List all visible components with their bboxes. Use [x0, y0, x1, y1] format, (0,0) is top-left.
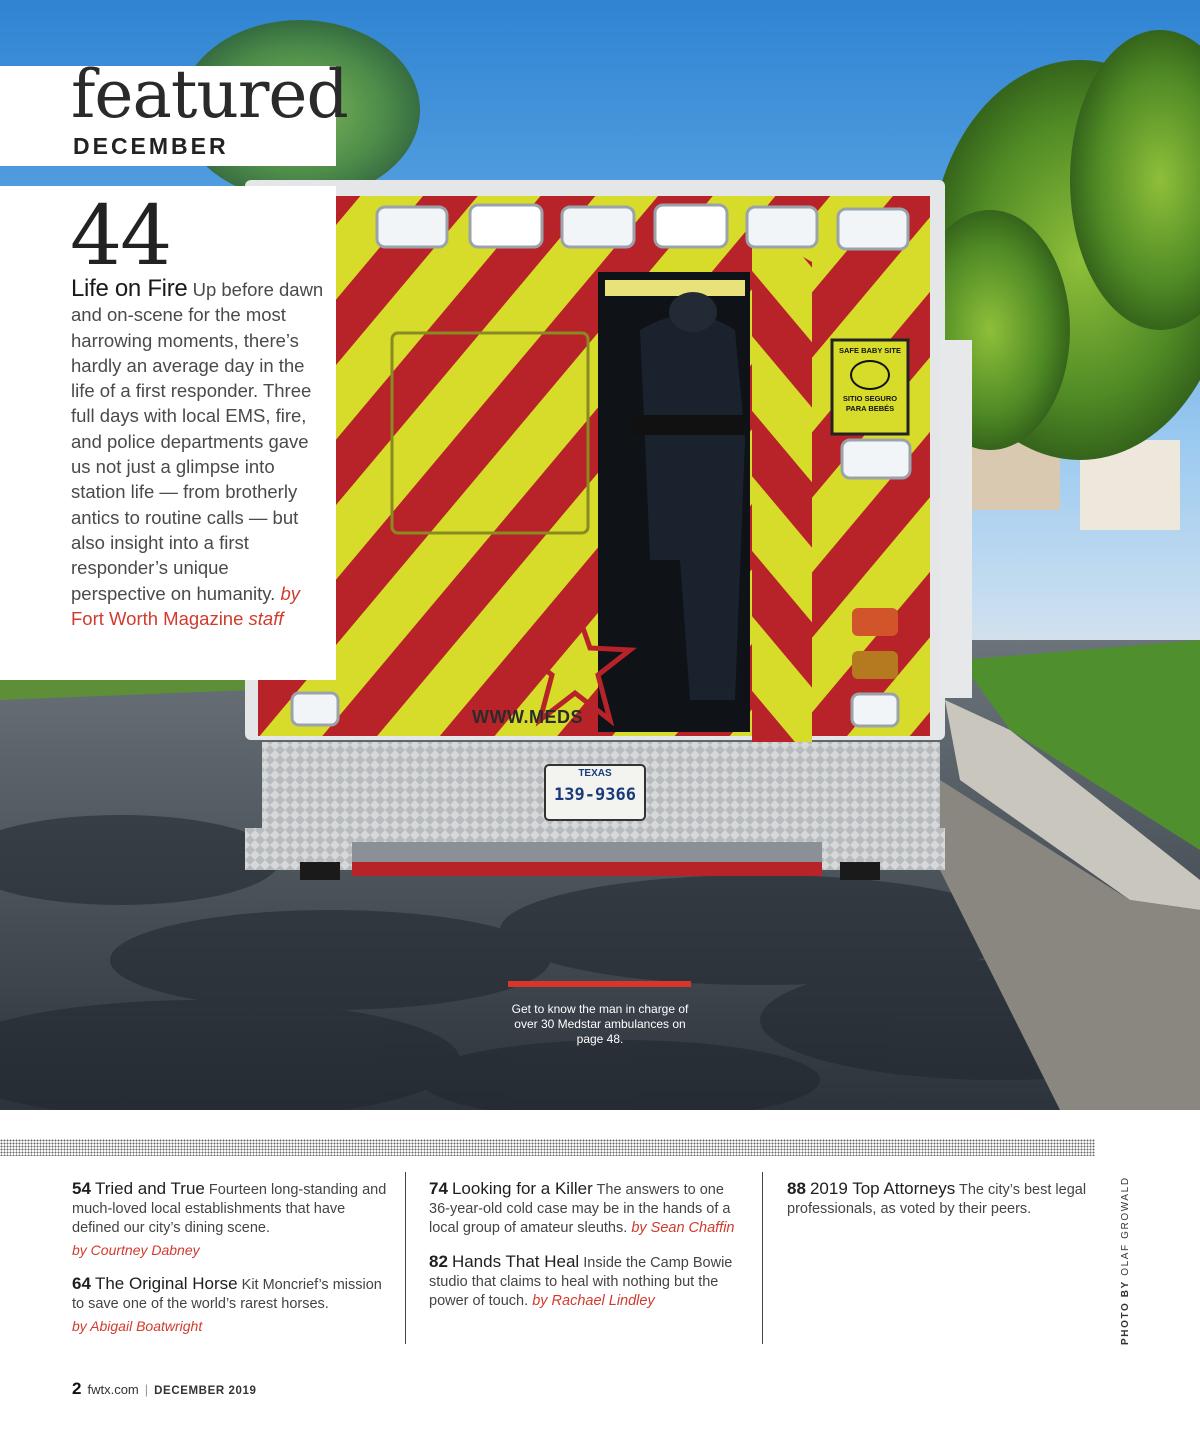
column-divider	[405, 1172, 406, 1344]
contents-column-1	[72, 1179, 392, 1350]
feature-page-number: 44	[70, 189, 171, 284]
contents-item[interactable]	[429, 1252, 747, 1311]
contents-column-3	[787, 1179, 1097, 1233]
folio-page-number: 2	[72, 1379, 82, 1398]
photo-credit-name: OLAF GROWALD	[1120, 1176, 1131, 1276]
folio-issue: DECEMBER 2019	[154, 1385, 257, 1397]
feature-title: Life on Fire	[71, 275, 188, 302]
feature-byline-name: Fort Worth Magazine	[71, 607, 244, 629]
item-page: 88	[787, 1179, 806, 1198]
item-title: 2019 Top Attorneys	[809, 1179, 956, 1198]
item-page: 74	[429, 1179, 448, 1198]
feature-body: Up before dawn and on-scene for the most harrowing moments, there’s hardly an average day in the life of a first responder. Three full days with local EMS, fire, and police departments gave us not just a glimpse into station life — from brotherly antics to routine calls — but also insight into a first responder’s unique perspective on humanity.	[71, 279, 324, 604]
sign-icon	[850, 360, 890, 390]
item-byline: by Abigail Boatwright	[72, 1318, 203, 1334]
contents-item[interactable]	[429, 1179, 747, 1238]
contents-column-2	[429, 1179, 747, 1325]
section-title: featured	[71, 56, 348, 133]
item-byline: by Sean Chaffin	[631, 1220, 735, 1236]
item-title: Looking for a Killer	[451, 1179, 593, 1198]
page-folio	[72, 1379, 257, 1399]
item-title: Hands That Heal	[451, 1252, 580, 1271]
feature-byline-suffix: staff	[243, 607, 284, 629]
folio-separator: |	[144, 1382, 149, 1397]
item-title: Tried and True	[94, 1179, 205, 1198]
item-page: 64	[72, 1274, 91, 1293]
sign-line-2: SITIO SEGURO	[842, 394, 898, 403]
photo-caption: Get to know the man in charge of over 30 Medstar ambulances on page 48.	[511, 1002, 689, 1046]
vehicle-website: WWW.MEDS	[472, 707, 583, 727]
dotted-divider	[0, 1139, 1095, 1156]
contents-item[interactable]	[72, 1274, 392, 1336]
feature-byline-prefix: by	[280, 582, 300, 604]
plate-number: 139-9366	[554, 785, 636, 805]
item-desc: Kit Moncrief’s mission to save one of the world’s rarest horses.	[72, 1277, 382, 1312]
sign-line-1: SAFE BABY SITE	[839, 346, 901, 355]
item-byline: by Courtney Dabney	[72, 1242, 200, 1258]
safe-baby-sign	[834, 346, 906, 414]
item-desc: The city’s best legal professionals, as voted by their peers.	[787, 1182, 1087, 1217]
caption-rule	[508, 981, 691, 987]
item-page: 54	[72, 1179, 91, 1198]
plate-state: TEXAS	[578, 768, 612, 779]
photo-credit	[1120, 1176, 1131, 1345]
feature-story	[71, 276, 326, 631]
item-desc: Inside the Camp Bowie studio that claims to heal with nothing but the power of touch.	[429, 1255, 733, 1309]
item-byline: by Rachael Lindley	[532, 1293, 655, 1309]
sign-line-3: PARA BEBÉS	[845, 404, 895, 413]
item-desc: The answers to one 36-year-old cold case may be in the hands of a local group of amateur sleuths.	[429, 1182, 731, 1236]
section-month: DECEMBER	[73, 133, 229, 159]
contents-item[interactable]	[787, 1179, 1097, 1219]
item-desc: Fourteen long-standing and much-loved local establishments that have defined our city’s dining scene.	[72, 1182, 387, 1236]
column-divider	[762, 1172, 763, 1344]
photo-credit-prefix: PHOTO BY	[1120, 1280, 1131, 1345]
folio-site: fwtx.com	[87, 1382, 139, 1397]
item-title: The Original Horse	[94, 1274, 238, 1293]
contents-item[interactable]	[72, 1179, 392, 1260]
item-page: 82	[429, 1252, 448, 1271]
